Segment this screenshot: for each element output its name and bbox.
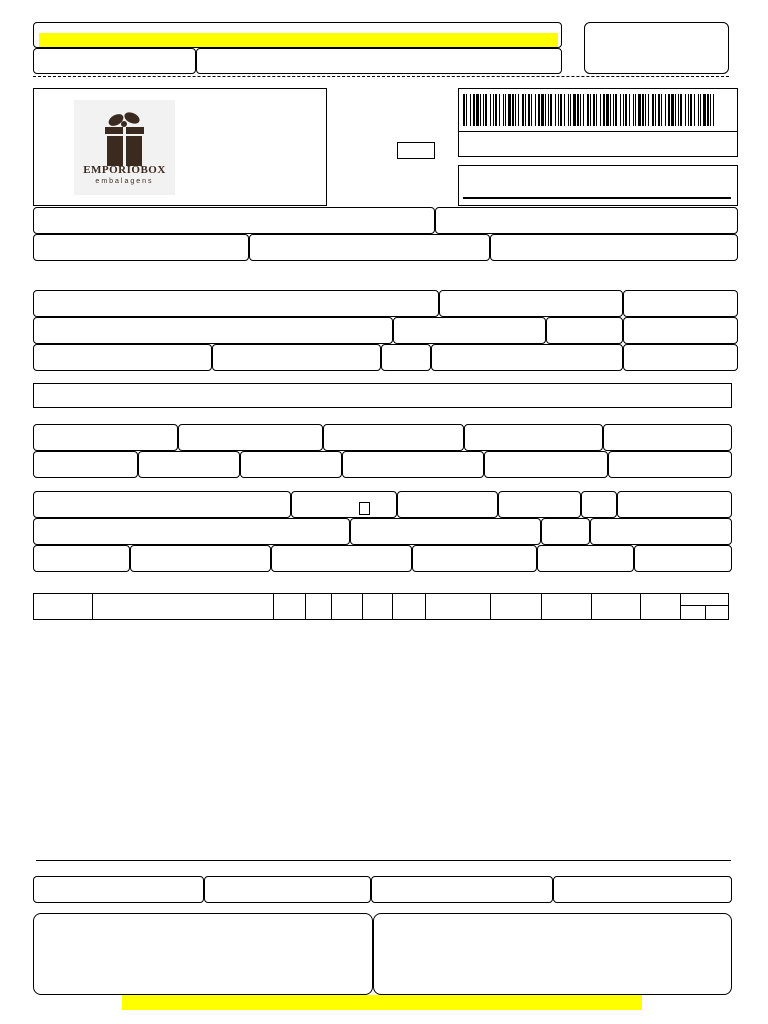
carrier-cnpj-field: [617, 491, 732, 518]
freight-value-field: [33, 451, 138, 478]
receipt-number-field: [584, 22, 729, 74]
col-divider: [273, 593, 274, 620]
col-divider: [705, 605, 706, 620]
footer-highlight: [122, 995, 642, 1010]
icms-base-field: [33, 424, 178, 451]
col-divider: [362, 593, 363, 620]
recipient-name-field: [33, 290, 439, 317]
col-divider: [591, 593, 592, 620]
recipient-city-field: [33, 344, 212, 371]
carrier-address-field: [33, 518, 350, 545]
col-divider: [392, 593, 393, 620]
recipient-uf-field: [381, 344, 431, 371]
vehicle-plate-field: [498, 491, 581, 518]
gift-box-icon: [74, 100, 175, 170]
operation-nature-field: [33, 207, 435, 234]
col-divider: [92, 593, 93, 620]
icms-st-value-field: [464, 424, 603, 451]
municipal-registration-field: [33, 876, 204, 903]
volume-number-field: [412, 545, 537, 572]
col-divider: [541, 593, 542, 620]
invoice-total-field: [608, 451, 732, 478]
carrier-name-field: [33, 491, 291, 518]
col-divider: [640, 593, 641, 620]
ipi-value-field: [484, 451, 608, 478]
receipt-highlight: [39, 33, 558, 47]
recipient-ie-field: [431, 344, 623, 371]
carrier-uf-field: [541, 518, 590, 545]
authorization-protocol-field: [435, 207, 738, 234]
consultation-field: [458, 165, 738, 206]
invoice-field: [33, 383, 732, 408]
issqn-base-field: [371, 876, 553, 903]
fisco-reserved-field: [373, 913, 732, 995]
exit-time-field: [623, 344, 738, 371]
receipt-signature-field: [196, 48, 562, 74]
access-key-field: [458, 131, 738, 157]
issue-date-field: [623, 290, 738, 317]
col-divider: [331, 593, 332, 620]
recipient-phone-field: [212, 344, 381, 371]
barcode-icon: [463, 94, 715, 126]
net-weight-field: [634, 545, 732, 572]
insurance-value-field: [138, 451, 240, 478]
issqn-value-field: [553, 876, 732, 903]
freight-payer-checkbox: [359, 502, 370, 515]
substitute-registration-field: [249, 234, 490, 261]
vehicle-uf-field: [581, 491, 617, 518]
gross-weight-field: [537, 545, 634, 572]
products-table-header: [33, 593, 729, 620]
additional-data-separator: [36, 860, 731, 861]
services-total-field: [204, 876, 371, 903]
icms-value-field: [178, 424, 323, 451]
entry-exit-box: [397, 142, 435, 159]
other-expenses-field: [342, 451, 484, 478]
col-divider: [425, 593, 426, 620]
receipt-date-field: [33, 48, 196, 74]
cut-line: [33, 76, 729, 77]
brand-name: EMPÓRIOBOX: [83, 164, 166, 176]
state-registration-field: [33, 234, 249, 261]
discount-field: [240, 451, 342, 478]
recipient-district-field: [393, 317, 546, 344]
company-logo: [74, 100, 175, 195]
carrier-city-field: [350, 518, 541, 545]
volume-quantity-field: [33, 545, 130, 572]
consultation-underline: [463, 197, 731, 199]
col-divider: [490, 593, 491, 620]
icms-st-base-field: [323, 424, 464, 451]
complementary-info-field: [33, 913, 373, 995]
recipient-cnpj-field: [439, 290, 623, 317]
col-divider: [680, 593, 681, 620]
volume-species-field: [130, 545, 271, 572]
antt-code-field: [397, 491, 498, 518]
exit-date-field: [623, 317, 738, 344]
volume-brand-field: [271, 545, 412, 572]
col-divider: [305, 593, 306, 620]
brand-tagline: embalagens: [95, 178, 154, 185]
recipient-zip-field: [546, 317, 623, 344]
carrier-ie-field: [590, 518, 732, 545]
recipient-address-field: [33, 317, 393, 344]
freight-payer-field: [291, 491, 397, 518]
products-total-field: [603, 424, 732, 451]
cnpj-field: [490, 234, 738, 261]
